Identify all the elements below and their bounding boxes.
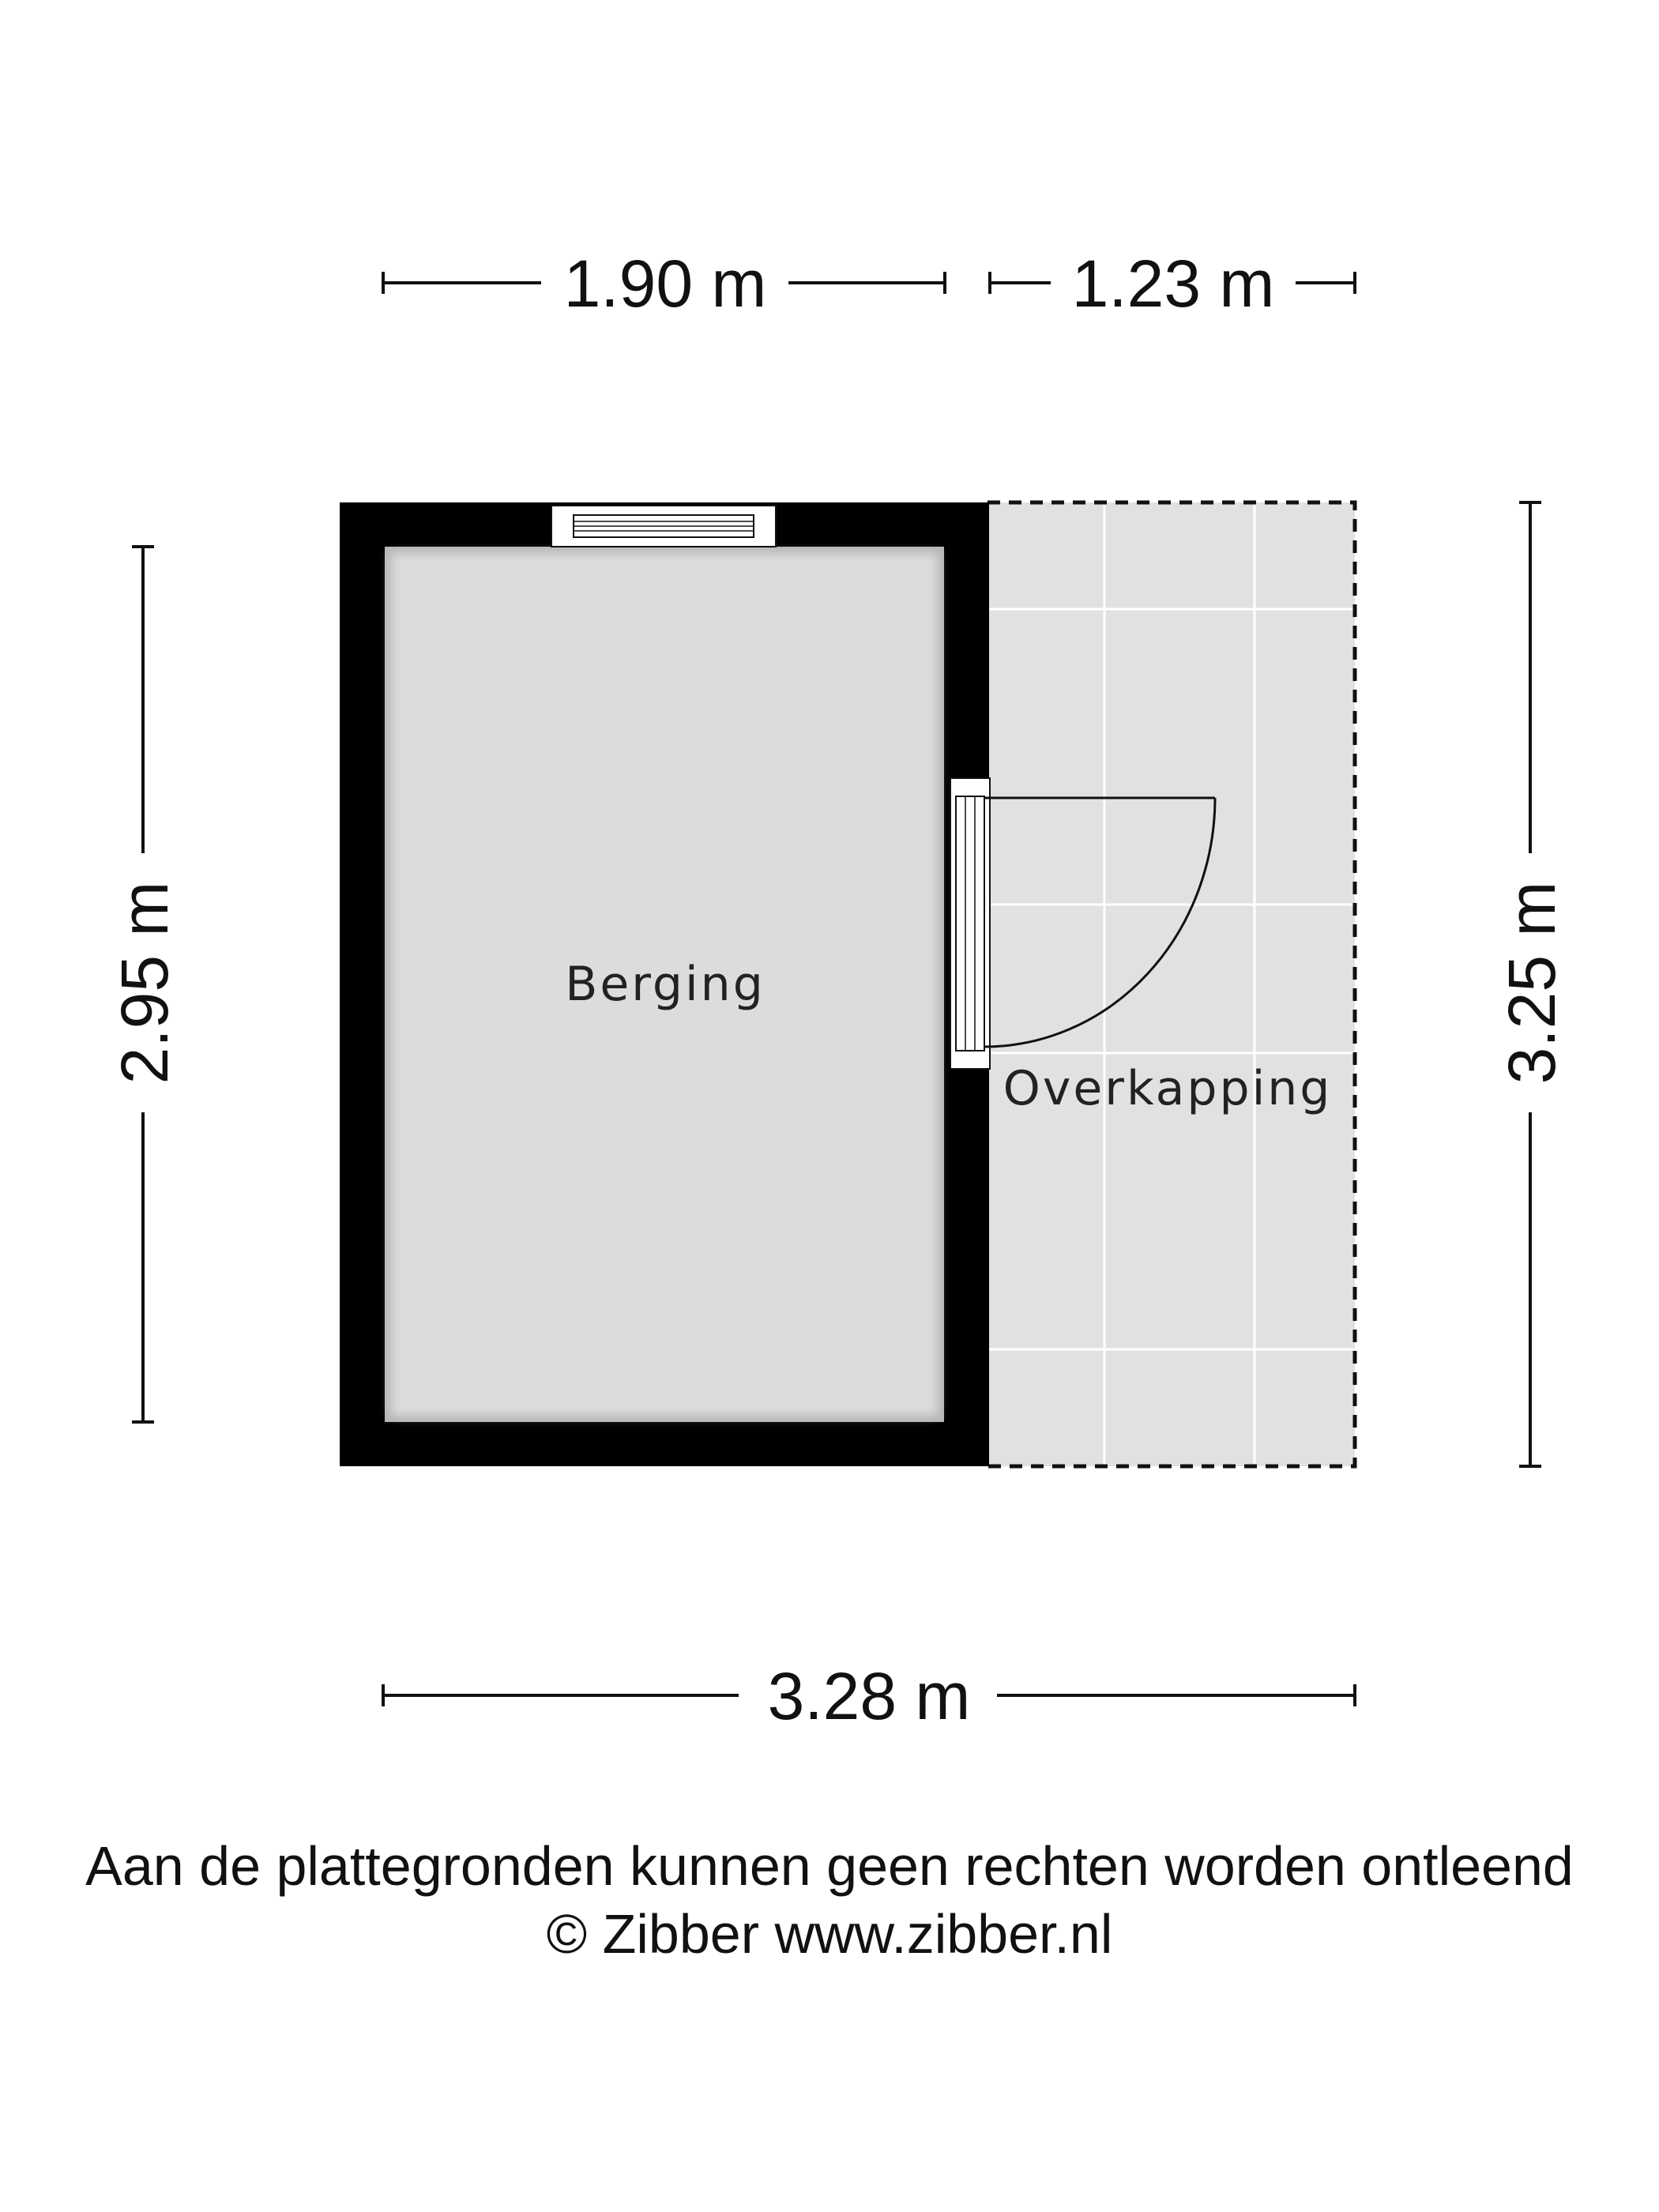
disclaimer-text: Aan de plattegronden kunnen geen rechten worden ontleend [85, 1835, 1574, 1897]
room-label-overkapping: Overkapping [1003, 1061, 1333, 1116]
dimension-top-right [990, 246, 1355, 321]
dimension-bottom [383, 1659, 1355, 1733]
dimension-top-left [383, 246, 945, 321]
dimension-left [107, 547, 182, 1422]
dimension-label-top-right: 1.23 m [1071, 246, 1275, 321]
dimension-label-bottom: 3.28 m [767, 1659, 971, 1733]
dimension-label-right: 3.25 m [1495, 881, 1569, 1085]
overkapping-area [988, 502, 1355, 1466]
window-top [551, 506, 776, 547]
room-label-berging: Berging [565, 957, 766, 1012]
copyright-link[interactable]: © Zibber www.zibber.nl [546, 1903, 1113, 1965]
dimension-label-top-left: 1.90 m [563, 246, 767, 321]
dimension-label-left: 2.95 m [107, 881, 182, 1085]
dimension-right [1495, 502, 1569, 1466]
